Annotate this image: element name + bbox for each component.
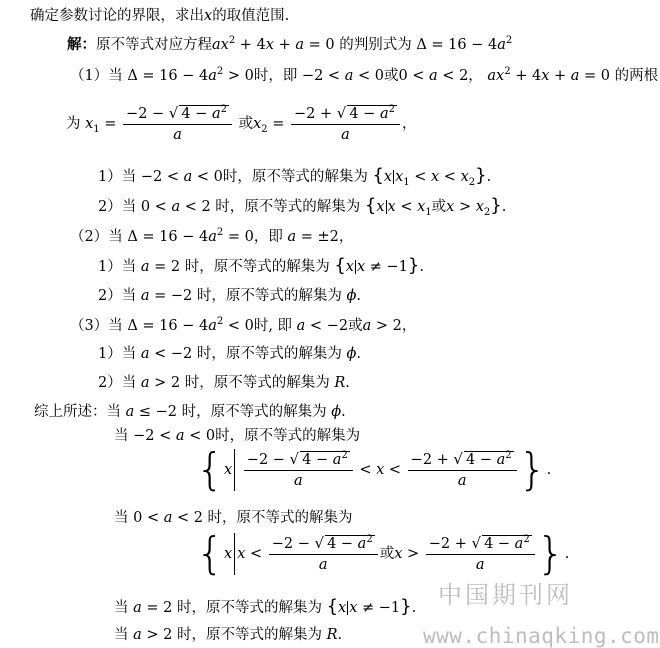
summary-s3-set: {x x < $\frac{-2 - √ 4 - a^2}{a}$ 或x > $\frac{-2 + √ 4 - a^2}{a}$ }. [196,528,570,579]
case1-sub1: 1）当 −2 < a < 0时，原不等式的解集为 {x $x_1 < x < x_2$}. [98,165,492,188]
summary-s1: 综上所述：当 a ≤ −2 时，原不等式的解集为 ϕ. [34,404,346,420]
case1-roots: 为 $x_1$ = $\frac{-2 - √ 4 - a^2}{a}$ 或$x_2$ = $\frac{-2 + √ 4 - a^2}{a}$ ， [66,104,417,143]
solution-line [67,35,512,55]
intro-text: 确定参数讨论的界限，求出x的取值范围. [30,8,290,24]
intro-line [30,6,289,26]
root1-fraction: $\frac{-2 - √ 4 - a^2}{a}$ [123,104,232,144]
case3-sub1: 1）当 a < −2 时，原不等式的解集为 ϕ. [98,346,361,362]
case3-head: （3）当 $\Delta = 16 - 4a^2 < 0$时, 即 a < −2或a > 2， [70,316,417,334]
case1-sub2: 2）当 0 < a < 2 时，原不等式的解集为 {x $x < x_1$或$x > x_2$}. [98,195,507,218]
summary-s3: 当 0 < a < 2 时，原不等式的解集为 [114,510,353,526]
solution-label: 解： [67,36,96,53]
case2-sub1: 1）当 a = 2 时，原不等式的解集为 {x x ≠ −1}. [98,255,424,276]
solution-text: 原不等式对应方程$ax^2 + 4x + a = 0$ 的判别式为 $\Delta = 16 - 4a^2$ [96,35,513,53]
summary-s5: 当 a > 2 时，原不等式的解集为 R. [114,627,343,643]
comma: ， [401,116,417,132]
roots-prefix: 为 [66,116,81,132]
summary-label: 综上所述： [34,404,107,420]
or-text: 或 [238,116,254,132]
summary-s2: 当 −2 < a < 0时，原不等式的解集为 [114,428,361,444]
summary-s4: 当 a = 2 时，原不等式的解集为 {x x ≠ −1}. [114,596,417,617]
case2-sub2: 2）当 a = −2 时，原不等式的解集为 ϕ. [98,288,361,304]
case1-head: （1）当 $\Delta = 16 - 4a^2 > 0$时，即 −2 < a < 0或0 < a < 2， $ax^2 + 4x + a = 0$ 的两根 [70,66,659,84]
summary-s2-set: {x $\frac{-2 - √ 4 - a^2}{a}$ < x < $\frac{-2 + √ 4 - a^2}{a}$ }. [196,444,552,495]
case2-head: （2）当 $\Delta = 16 - 4a^2 = 0$，即 a = ±2， [70,227,354,245]
watermark-url: www.chinaqking.com [423,624,660,648]
root2-fraction: $\frac{-2 + √ 4 - a^2}{a}$ [291,104,400,144]
watermark-cn: 中国期刊网 [438,581,573,609]
case3-sub2: 2）当 a > 2 时，原不等式的解集为 R. [98,375,350,391]
